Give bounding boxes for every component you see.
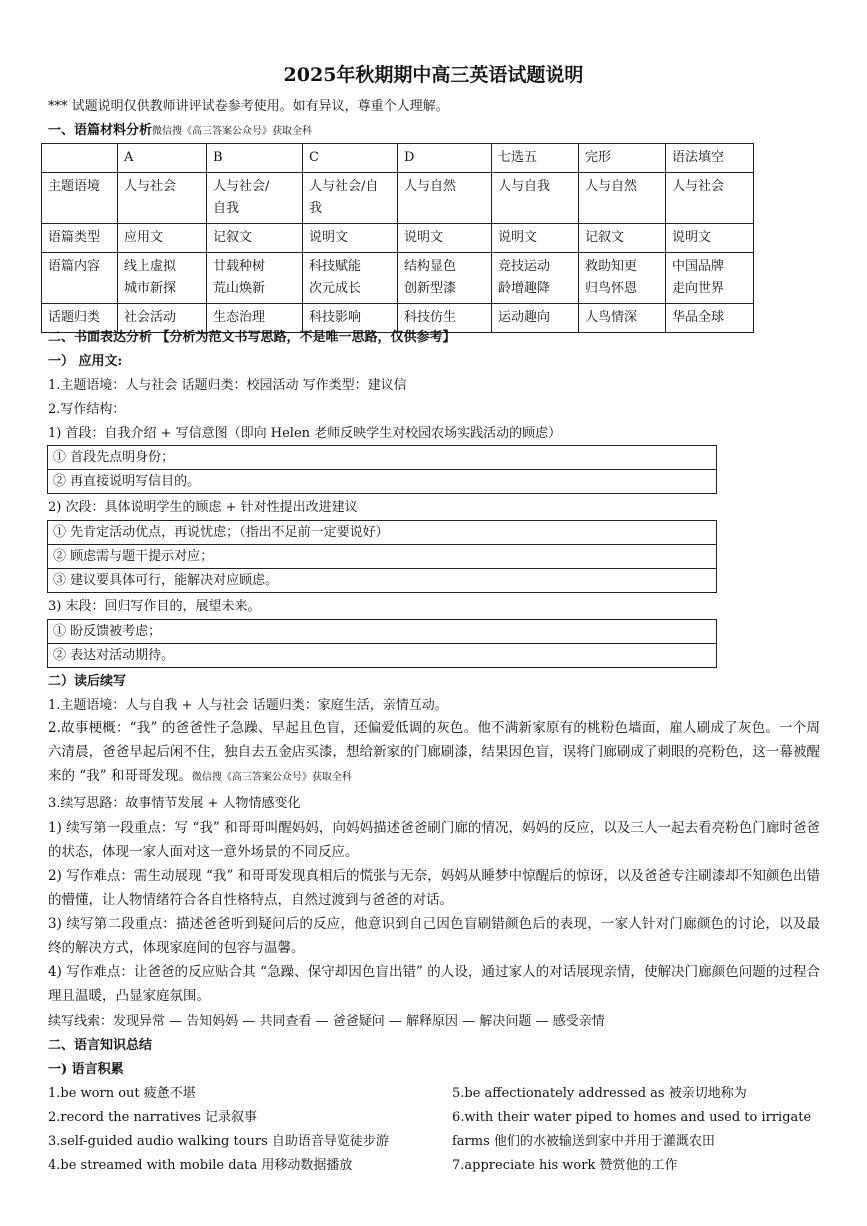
table-cell: 人与社会/自 我 bbox=[303, 173, 398, 224]
table-cell: 科技影响 bbox=[303, 304, 398, 333]
tip-item: ② 再直接说明写信目的。 bbox=[48, 469, 716, 493]
key-point-paragraph: 4) 写作难点：让爸爸的反应贴合其 “急躁、保守却因色盲出错” 的人设，通过家人的对话展现亲情，使解决门廊颜色问题的过程合理且温暖，凸显家庭氛围。 bbox=[48, 964, 820, 1004]
tips-box bbox=[47, 520, 717, 593]
table-cell: 人与社会/ 自我 bbox=[207, 173, 303, 224]
table-cell: 科技仿生 bbox=[398, 304, 492, 333]
story-text: 2.故事梗概：“我” 的爸爸性子急躁、早起且色盲，还偏爱低调的灰色。他不满新家原有的桃粉色墙面，雇人刷成了灰色。一个周六清晨，爸爸早起后闲不住，独自去五金店买漆，想给新家的门廊刷漆，结果因色盲，误将门廊刷成了刺眼的亮粉色，这一幕被醒来的 “我” 和哥哥发现。 bbox=[48, 720, 820, 784]
table-cell: 华品全球 bbox=[666, 304, 754, 333]
table-cell: 应用文 bbox=[118, 224, 207, 253]
table-cell: C bbox=[303, 144, 398, 173]
table-cell: 完形 bbox=[579, 144, 666, 173]
table-cell: 线上虚拟 城市新探 bbox=[118, 253, 207, 304]
table-cell: 人与社会 bbox=[118, 173, 207, 224]
text-line: 续写线索：发现异常 — 告知妈妈 — 共同查看 — 爸爸疑问 — 解释原因 — 解决问题 — 感受亲情 bbox=[48, 1014, 605, 1029]
table-cell: 语篇内容 bbox=[42, 253, 118, 304]
table-cell bbox=[42, 144, 118, 173]
table-cell: 生态治理 bbox=[207, 304, 303, 333]
section-heading-writing: 二、书面表达分析 【分析为范文书写思路，不是唯一思路，仅供参考】 bbox=[48, 330, 456, 345]
table-row bbox=[42, 173, 754, 224]
tip-item: ① 先肯定活动优点，再说忧虑；（指出不足前一定要说好） bbox=[53, 525, 389, 540]
subsection-heading: 一） 应用文: bbox=[48, 354, 123, 369]
table-cell: 记叙文 bbox=[207, 224, 303, 253]
table-cell: 运动趣向 bbox=[492, 304, 579, 333]
subsection-heading: 二）读后续写 bbox=[48, 674, 127, 689]
key-point-paragraph: 3) 续写第二段重点：描述爸爸听到疑问后的反应，他意识到自己因色盲刷错颜色后的表现，一家人针对门廊颜色的讨论，以及最终的解决方式，体现家庭间的包容与温馨。 bbox=[48, 916, 820, 956]
key-point-paragraph: 2) 写作难点：需生动展现 “我” 和哥哥发现真相后的慌张与无奈，妈妈从睡梦中惊醒后的惊讶，以及爸爸专注刷漆却不知颜色出错的懵懂，让人物情绪符合各自性格特点，自然过渡到与爸爸的对话。 bbox=[48, 868, 821, 908]
page-title: 2025年秋期期中高三英语试题说明 bbox=[283, 64, 584, 86]
tip-item: ① 首段先点明身份； bbox=[53, 450, 175, 465]
table-cell: 社会活动 bbox=[118, 304, 207, 333]
table-cell: A bbox=[118, 144, 207, 173]
table-cell: 说明文 bbox=[398, 224, 492, 253]
tips-box bbox=[47, 619, 717, 668]
table-header-row bbox=[42, 144, 754, 173]
key-point-paragraph: 1) 续写第一段重点：写 “我” 和哥哥叫醒妈妈，向妈妈描述爸爸刷门廊的情况，妈妈的反应，以及三人一起去看亮粉色门廊时爸爸的状态，体现一家人面对这一意外场景的不同反应。 bbox=[48, 820, 820, 860]
table-cell: 人与社会 bbox=[666, 173, 754, 224]
table-cell: 主题语境 bbox=[42, 173, 118, 224]
table-cell: 语篇类型 bbox=[42, 224, 118, 253]
table-cell: 说明文 bbox=[666, 224, 754, 253]
table-cell: 人鸟情深 bbox=[579, 304, 666, 333]
section-heading-material bbox=[48, 122, 312, 140]
note-line: *** 试题说明仅供教师讲评试卷参考使用。如有异议，尊重个人理解。 bbox=[48, 99, 449, 114]
text-line: 2.写作结构： bbox=[48, 402, 126, 417]
section-heading-text: 一、语篇材料分析 bbox=[48, 123, 153, 138]
subsection-heading: 一) 语言积累 bbox=[48, 1062, 124, 1077]
table-cell: D bbox=[398, 144, 492, 173]
table-cell: 救助知更 归鸟怀恩 bbox=[579, 253, 666, 304]
text-line: 3) 末段：回归写作目的，展望未来。 bbox=[48, 599, 261, 614]
vocab-item: 1.be worn out 疲惫不堪 bbox=[48, 1086, 196, 1101]
text-line: 1) 首段：自我介绍 + 写信意图（即向 Helen 老师反映学生对校园农场实践活动的顾虑） bbox=[48, 426, 562, 441]
table-cell: 七选五 bbox=[492, 144, 579, 173]
table-cell: B bbox=[207, 144, 303, 173]
table-cell: 话题归类 bbox=[42, 304, 118, 333]
table-row bbox=[42, 253, 754, 304]
story-paragraph bbox=[48, 716, 820, 790]
table-row bbox=[42, 224, 754, 253]
table-cell: 廿载种树 荒山焕新 bbox=[207, 253, 303, 304]
watermark-text: 微信搜《高三答案公众号》获取全科 bbox=[191, 772, 352, 783]
vocab-item: 6.with their water piped to homes and used to irrigate bbox=[452, 1110, 812, 1125]
watermark-text: 微信搜《高三答案公众号》获取全科 bbox=[152, 126, 313, 137]
table-cell: 中国品牌 走向世界 bbox=[666, 253, 754, 304]
table-cell: 竞技运动 龄增趣降 bbox=[492, 253, 579, 304]
vocab-item: 7.appreciate his work 赞赏他的工作 bbox=[452, 1158, 678, 1173]
table-cell: 人与自然 bbox=[579, 173, 666, 224]
table-cell: 说明文 bbox=[492, 224, 579, 253]
table-cell: 人与自我 bbox=[492, 173, 579, 224]
table-cell: 人与自然 bbox=[398, 173, 492, 224]
tips-box bbox=[47, 445, 717, 494]
table-cell: 记叙文 bbox=[579, 224, 666, 253]
table-cell: 结构显色 创新型漆 bbox=[398, 253, 492, 304]
vocab-item: 3.self-guided audio walking tours 自助语音导览徒步游 bbox=[48, 1134, 389, 1149]
tip-item: ② 顾虑需与题干提示对应； bbox=[48, 544, 716, 568]
vocab-item: 2.record the narratives 记录叙事 bbox=[48, 1110, 258, 1125]
section-heading-language: 二、语言知识总结 bbox=[48, 1038, 153, 1053]
text-line: 1.主题语境：人与社会 话题归类：校园活动 写作类型：建议信 bbox=[48, 378, 407, 393]
text-line: 2) 次段：具体说明学生的顾虑 + 针对性提出改进建议 bbox=[48, 500, 358, 515]
text-line: 3.续写思路：故事情节发展 + 人物情感变化 bbox=[48, 796, 301, 811]
table-cell: 科技赋能 次元成长 bbox=[303, 253, 398, 304]
vocab-item: 5.be affectionately addressed as 被亲切地称为 bbox=[452, 1086, 747, 1101]
vocab-item: 4.be streamed with mobile data 用移动数据播放 bbox=[48, 1158, 353, 1173]
text-line: 1.主题语境：人与自我 + 人与社会 话题归类：家庭生活，亲情互动。 bbox=[48, 698, 448, 713]
tip-item: ② 表达对活动期待。 bbox=[48, 643, 716, 667]
table-cell: 语法填空 bbox=[666, 144, 754, 173]
tip-item: ① 盼反馈被考虑； bbox=[53, 624, 162, 639]
tip-item: ③ 建议要具体可行，能解决对应顾虑。 bbox=[48, 568, 716, 592]
table-cell: 说明文 bbox=[303, 224, 398, 253]
vocab-item: farms 他们的水被输送到家中并用于灌溉农田 bbox=[452, 1134, 715, 1149]
material-table bbox=[41, 143, 754, 333]
